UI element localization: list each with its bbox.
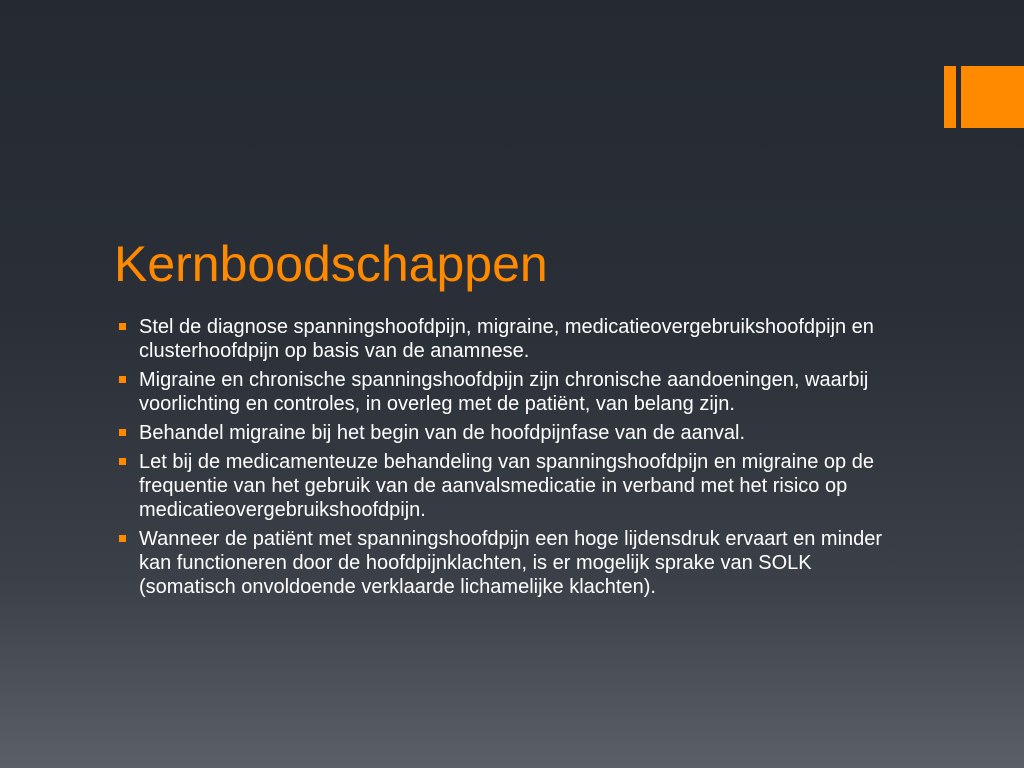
- bullet-item: [118, 527, 898, 599]
- accent-decoration: [944, 66, 1024, 128]
- square-bullet-icon: [119, 535, 126, 542]
- bullet-text: Let bij de medicamenteuze behandeling van spanningshoofdpijn en migraine op de frequentie van het gebruik van de aanvalsmedicatie in verband met het risico op medicatieovergebruikshoofdpijn.: [139, 451, 874, 521]
- bullet-text: Migraine en chronische spanningshoofdpijn zijn chronische aandoeningen, waarbij voorlichting en controles, in overleg met de patiënt, van belang zijn.: [139, 369, 869, 415]
- square-bullet-icon: [119, 429, 126, 436]
- bullet-text: Stel de diagnose spanningshoofdpijn, migraine, medicatieovergebruikshoofdpijn en clusterhoofdpijn op basis van de anamnese.: [139, 316, 874, 362]
- accent-bar-thin: [944, 66, 956, 128]
- square-bullet-icon: [119, 458, 126, 465]
- bullet-item: [118, 450, 898, 522]
- bullet-list: [118, 315, 898, 604]
- bullet-item: [118, 368, 898, 416]
- square-bullet-icon: [119, 323, 126, 330]
- square-bullet-icon: [119, 376, 126, 383]
- bullet-text: Behandel migraine bij het begin van de hoofdpijnfase van de aanval.: [139, 422, 745, 444]
- bullet-item: [118, 421, 898, 445]
- accent-bar-block: [961, 66, 1024, 128]
- slide-title: Kernboodschappen: [114, 236, 548, 292]
- bullet-item: [118, 315, 898, 363]
- bullet-text: Wanneer de patiënt met spanningshoofdpijn een hoge lijdensdruk ervaart en minder kan functioneren door de hoofdpijnklachten, is er mogelijk sprake van SOLK (somatisch onvoldoende verklaarde lichamelijke klachten).: [139, 528, 883, 598]
